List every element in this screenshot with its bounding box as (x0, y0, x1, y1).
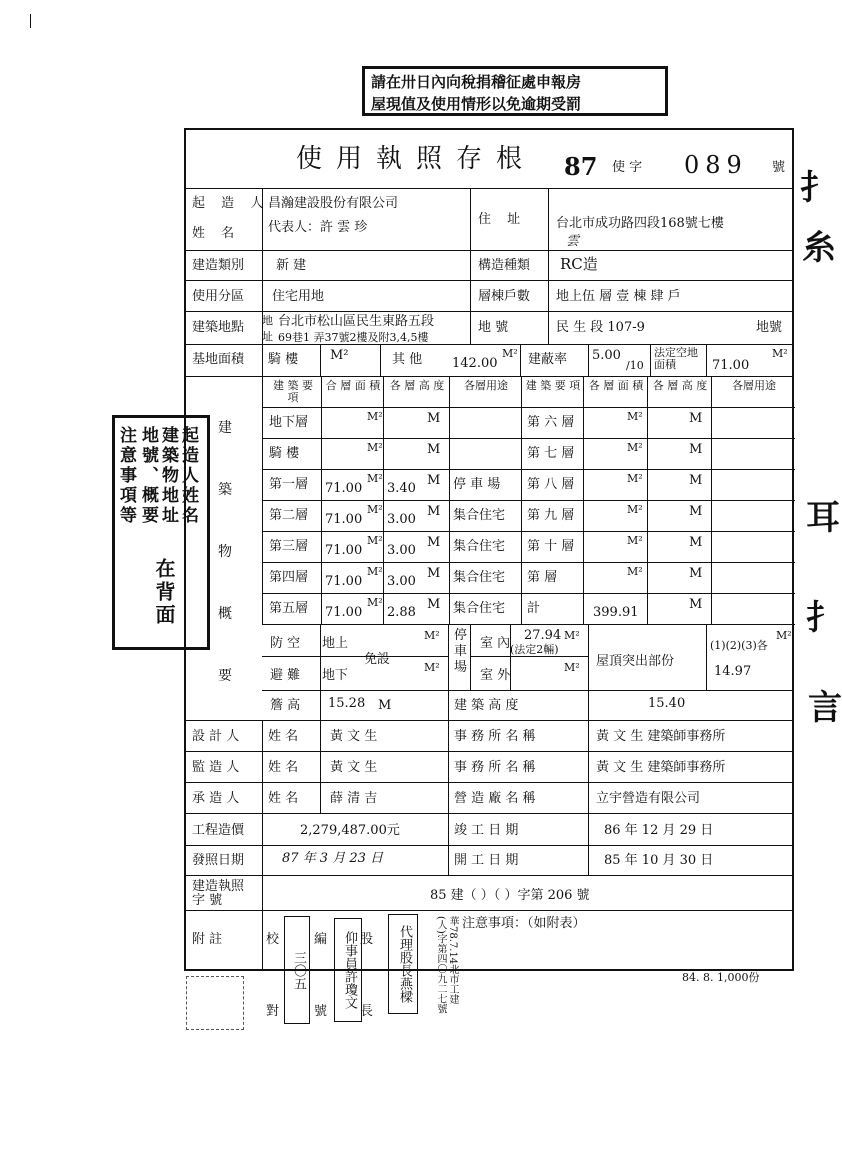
floor-area-unit: M² (367, 503, 383, 516)
building-col-header: 合 層 面 積 (325, 379, 381, 392)
building-table (262, 376, 794, 624)
floor-item: 第二層 (269, 508, 309, 523)
address-label: 住 址 (478, 212, 527, 227)
building-col-header: 各 層 面 積 (588, 379, 644, 392)
building-side-char: 築 (218, 482, 232, 498)
remark-label: 附 註 (192, 932, 223, 947)
lot-label: 地 號 (478, 320, 509, 335)
floor-area-2: M² (627, 472, 643, 485)
parking-in-value: 27.94 (524, 628, 562, 643)
side-stamp-col-5: 在背面 (152, 558, 176, 627)
floor-area-2: M² (627, 410, 643, 423)
floors-label: 層棟戶數 (478, 289, 531, 304)
applicant-address: 台北市成功路四段168號七樓 (556, 216, 724, 231)
person-role: 設 計 人 (192, 729, 240, 744)
floor-height-unit: M (427, 597, 441, 612)
shelter-label-2: 避 難 (270, 668, 301, 683)
building-height-value: 15.40 (648, 696, 686, 711)
building-side-label (184, 376, 262, 720)
applicant-name-label: 姓 名 (192, 226, 241, 241)
applicant-rep: 代表人：許 雲 珍 (268, 220, 368, 235)
eave-height-label: 簷 高 (270, 698, 301, 713)
building-col-header: 建 築 要 項 (525, 379, 581, 392)
floor-item-2: 第 六 層 (527, 415, 575, 430)
person-name: 黃 文 生 (330, 760, 378, 775)
person-name-label: 姓 名 (268, 729, 299, 744)
eave-height-value: 15.28 (328, 696, 366, 711)
floor-area: 71.00 (325, 574, 363, 589)
shelter-label-1: 防 空 (270, 636, 301, 651)
stamp-label-code: 編 (314, 932, 328, 947)
form-header (184, 128, 794, 188)
floor-area-unit: M² (367, 596, 383, 609)
roof-value: 14.97 (714, 664, 752, 679)
floor-area: 71.00 (325, 512, 363, 527)
floor-item-2: 第 十 層 (527, 539, 575, 554)
floor-height: 3.40 (387, 481, 416, 496)
notice-line-2: 屋現值及使用情形以免逾期受罰 (371, 95, 582, 113)
stamp-chief: 代理股長燕樑 (388, 914, 418, 1014)
right-edge-bleed: 扌 糸 耳 扌 言 (800, 168, 842, 728)
site-address-2: 69巷1 弄37號2樓及附3,4,5樓 (278, 331, 429, 344)
build-type-label: 建造類別 (192, 258, 245, 273)
floor-item: 騎 樓 (269, 446, 300, 461)
floor-use: 集合住宅 (453, 539, 506, 554)
other-unit: M² (502, 347, 518, 360)
person-name-label: 姓 名 (268, 791, 299, 806)
floor-height-2: M (689, 442, 703, 457)
shelter-above: 地上 (322, 636, 349, 651)
build-type-value: 新 建 (276, 258, 307, 273)
arcade-unit: M² (330, 348, 349, 363)
applicant-label: 起 造 人 (192, 196, 270, 211)
person-office: 立宇營造有限公司 (596, 791, 701, 806)
structure-type-value: RC造 (560, 255, 598, 273)
completion-date: 86 年 12 月 29 日 (604, 823, 714, 838)
scan-mark (186, 976, 244, 1030)
roof-note: (1)(2)(3)各 (710, 639, 768, 652)
start-date: 85 年 10 月 30 日 (604, 853, 714, 868)
floor-use: 停 車 場 (453, 477, 501, 492)
form-footer: 84. 8. 1,000份 (682, 971, 760, 984)
arcade-label: 騎 樓 (268, 352, 299, 367)
issue-label: 發照日期 (192, 853, 245, 868)
stamp-label-chief: 長 (360, 1004, 374, 1019)
floor-height: 3.00 (387, 512, 416, 527)
floor-area: 71.00 (325, 481, 363, 496)
floor-area-unit: M² (367, 472, 383, 485)
building-col-header: 各層用途 (732, 379, 776, 392)
floor-height-2: M (689, 473, 703, 488)
legal-space-label: 法定空地面積 (654, 346, 698, 371)
parking-out-label: 室 外 (480, 668, 511, 683)
floor-item: 第一層 (269, 477, 309, 492)
stamp-label-check: 校 (266, 932, 280, 947)
notice-line-1: 請在卅日內向稅捐稽征處申報房 (371, 73, 582, 91)
floor-item: 第三層 (269, 539, 309, 554)
floor-height-2: M (689, 566, 703, 581)
floor-area-unit: M² (367, 534, 383, 547)
floor-area: 71.00 (325, 605, 363, 620)
floor-item: 地下層 (269, 415, 309, 430)
floor-item-2: 第 七 層 (527, 446, 575, 461)
floor-height-2: M (689, 504, 703, 519)
legal-space-value: 71.00 (712, 358, 750, 373)
approval-stamps (262, 912, 462, 1024)
start-label: 開 工 日 期 (454, 853, 519, 868)
permit-word: 使 字 (612, 160, 643, 175)
floor-item-2: 計 (527, 601, 541, 616)
roof-label: 屋頂突出部份 (596, 654, 675, 669)
floor-item: 第五層 (269, 601, 309, 616)
shelter-below: 地下 (322, 668, 349, 683)
applicant-signature: 雲 (566, 234, 580, 249)
stamp-label-section: 股 (360, 932, 374, 947)
building-side-char: 物 (218, 544, 232, 560)
floor-height-unit: M (427, 473, 441, 488)
floor-height-2: M (689, 411, 703, 426)
permit-suffix: 號 (772, 160, 786, 175)
building-side-char: 建 (218, 420, 232, 436)
notice-stamp (362, 66, 668, 116)
lot-value: 民 生 段 107-9 (556, 320, 645, 335)
floor-height-unit: M (427, 566, 441, 581)
building-col-header: 各 層 高 度 (389, 379, 445, 392)
side-stamp-col-3: 地號、概要 (138, 426, 158, 526)
issue-date: 87 年 3 月 23 日 (282, 851, 384, 866)
floor-height-2: M (689, 597, 703, 612)
person-name: 薛 清 吉 (330, 791, 378, 806)
floor-area-2: M² (627, 565, 643, 578)
site-address-1: 台北市松山區民生東路五段 (278, 314, 435, 329)
building-side-char: 概 (218, 606, 232, 622)
floor-height: 2.88 (387, 605, 416, 620)
person-office-label: 營 造 廠 名 稱 (454, 791, 536, 806)
floor-area-2: 399.91 (593, 605, 639, 620)
building-col-header: 各 層 高 度 (652, 379, 708, 392)
coverage-label: 建蔽率 (528, 352, 568, 367)
building-side-char: 要 (218, 668, 232, 684)
floor-area-unit: M² (367, 565, 383, 578)
floor-item: 第四層 (269, 570, 309, 585)
side-stamp-col-1: 起造人姓名 (178, 426, 198, 526)
remark-notes: 注意事項：（如附表） (462, 916, 586, 931)
floor-item-2: 第 八 層 (527, 477, 575, 492)
floor-area-unit: M² (367, 410, 383, 423)
stamp-label-no: 號 (314, 1004, 328, 1019)
site-addr-label-b: 址 (262, 330, 273, 343)
structure-type-label: 構造種類 (478, 258, 531, 273)
shelter-note: 免設 (364, 652, 391, 667)
cost-label: 工程造價 (192, 823, 245, 838)
person-office: 黃 文 生 建築師事務所 (596, 729, 726, 744)
zone-value: 住宅用地 (272, 289, 325, 304)
floor-use: 集合住宅 (453, 508, 506, 523)
stamp-serial: 三〇五 (284, 916, 310, 1024)
zone-label: 使用分區 (192, 289, 245, 304)
other-value: 142.00 (452, 356, 498, 371)
building-col-header: 各層用途 (464, 379, 508, 392)
floor-height-2: M (689, 535, 703, 550)
floor-area-unit: M² (367, 441, 383, 454)
building-col-header: 建 築 要 項 (273, 379, 313, 404)
permit-label-1: 建造執照 (192, 879, 245, 894)
parking-label: 停車場 (454, 628, 468, 675)
building-height-label: 建 築 高 度 (454, 698, 519, 713)
person-office-label: 事 務 所 名 稱 (454, 729, 536, 744)
person-role: 監 造 人 (192, 760, 240, 775)
floors-value: 地上伍 層 壹 棟 肆 戶 (556, 289, 681, 304)
person-name: 黃 文 生 (330, 729, 378, 744)
completion-label: 竣 工 日 期 (454, 823, 519, 838)
side-stamp-col-4: 注意事項等 (116, 426, 136, 526)
permit-label-2: 字 號 (192, 893, 223, 908)
parking-in-note: (法定2輛) (510, 643, 559, 656)
site-label: 建築地點 (192, 320, 245, 335)
floor-area-2: M² (627, 534, 643, 547)
floor-item-2: 第 九 層 (527, 508, 575, 523)
stamp-label-verify: 對 (266, 1004, 280, 1019)
side-stamp-col-2: 建築物地址 (158, 426, 178, 526)
permit-year: 87 (564, 152, 598, 181)
site-addr-label-a: 地 (262, 314, 273, 327)
floor-height: 3.00 (387, 543, 416, 558)
legal-space-unit: M² (772, 347, 788, 360)
parking-in-label: 室 內 (480, 636, 511, 651)
area-label: 基地面積 (192, 352, 245, 367)
floor-use: 集合住宅 (453, 570, 506, 585)
floor-use: 集合住宅 (453, 601, 506, 616)
stamp-approval-ref: 華78.7.14北市工建(人)字第四〇九二七號 (435, 916, 458, 1014)
person-office: 黃 文 生 建築師事務所 (596, 760, 726, 775)
floor-height-unit: M (427, 411, 441, 426)
floor-item-2: 第 層 (527, 570, 558, 585)
coverage-value: 5.00 (592, 348, 621, 363)
applicant-company: 昌瀚建設股份有限公司 (268, 196, 399, 211)
person-role: 承 造 人 (192, 791, 240, 806)
cost-value: 2,279,487.00元 (300, 823, 400, 838)
floor-area-2: M² (627, 441, 643, 454)
other-label: 其 他 (392, 352, 423, 367)
floor-height-unit: M (427, 504, 441, 519)
floor-area: 71.00 (325, 543, 363, 558)
permit-ref: 85 建（ ）（ ）字第 206 號 (430, 888, 590, 903)
floor-height-unit: M (427, 535, 441, 550)
scan-tick (30, 14, 31, 28)
person-name-label: 姓 名 (268, 760, 299, 775)
person-office-label: 事 務 所 名 稱 (454, 760, 536, 775)
floor-area-2: M² (627, 503, 643, 516)
coverage-divisor: /10 (626, 359, 644, 372)
permit-number: 089 (684, 151, 748, 179)
floor-height-unit: M (427, 442, 441, 457)
page-title: 使用執照存根 (296, 144, 537, 174)
floor-height: 3.00 (387, 574, 416, 589)
lot-suffix: 地號 (756, 320, 783, 335)
stamp-clerk: 仰事員許瓊文 (334, 918, 362, 1022)
